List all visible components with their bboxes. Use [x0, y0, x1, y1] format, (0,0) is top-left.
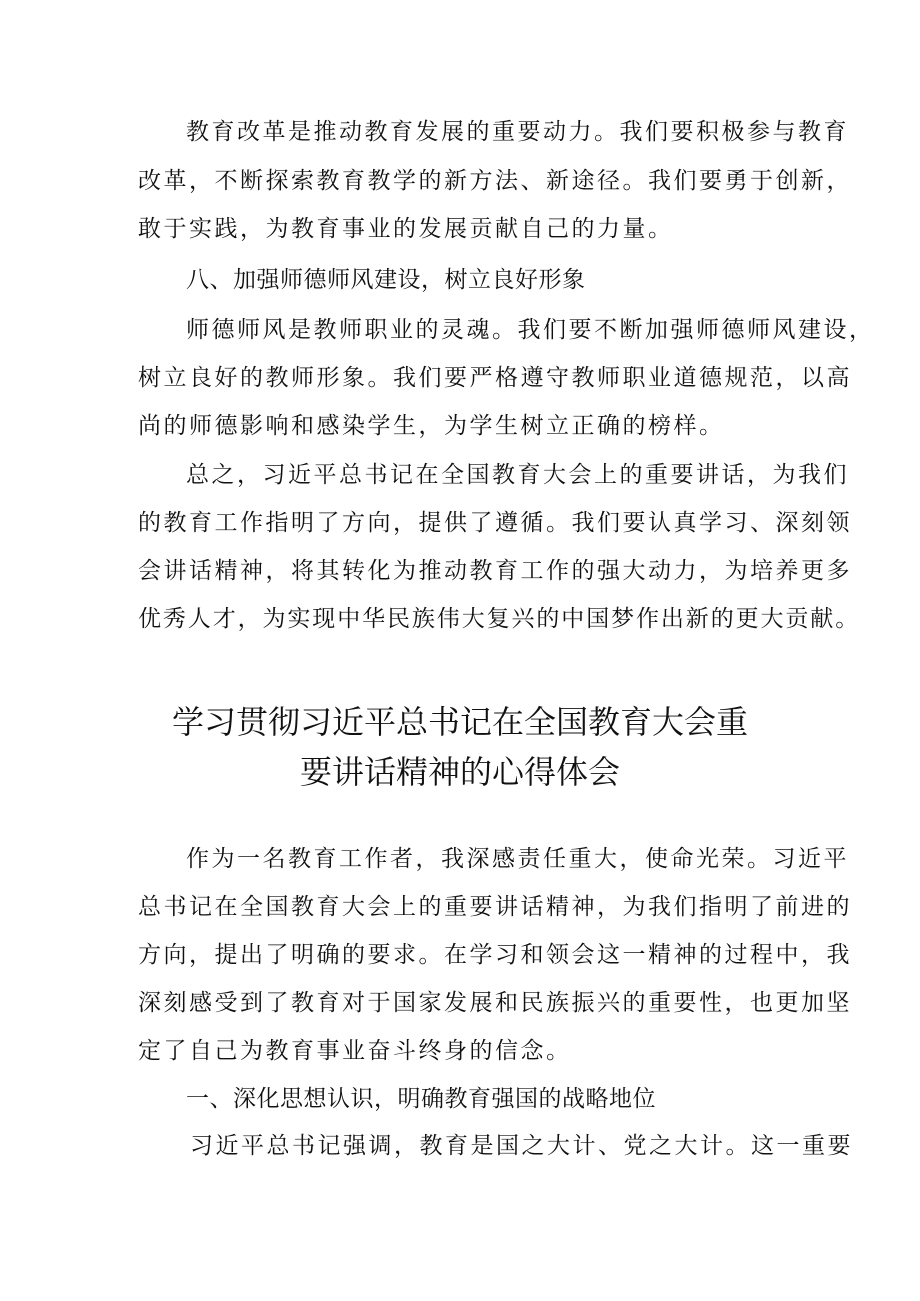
- article-title: 学习贯彻习近平总书记在全国教育大会重: [171, 703, 748, 741]
- paragraph-line: 敢于实践，为教育事业的发展贡献自己的力量。: [138, 216, 674, 242]
- paragraph-line: 树立良好的教师形象。我们要严格遵守教师职业道德规范，以高: [138, 365, 852, 391]
- paragraph-line: 方向，提出了明确的要求。在学习和领会这一精神的过程中，我: [138, 942, 852, 968]
- paragraph-line: 深刻感受到了教育对于国家发展和民族振兴的重要性，也更加坚: [138, 990, 852, 1016]
- article-title: 要讲话精神的心得体会: [299, 753, 620, 791]
- paragraph-line: 的教育工作指明了方向，提供了遵循。我们要认真学习、深刻领: [138, 510, 852, 536]
- paragraph-line: 习近平总书记强调，教育是国之大计、党之大计。这一重要: [190, 1133, 853, 1159]
- paragraph-line: 作为一名教育工作者，我深感责任重大，使命光荣。习近平: [186, 846, 849, 872]
- paragraph-line: 总之，习近平总书记在全国教育大会上的重要讲话，为我们: [186, 462, 849, 488]
- paragraph-line: 师德师风是教师职业的灵魂。我们要不断加强师德师风建设，: [186, 317, 875, 343]
- section-heading: 一、深化思想认识，明确教育强国的战略地位: [186, 1086, 656, 1112]
- paragraph-line: 教育改革是推动教育发展的重要动力。我们要积极参与教育: [186, 119, 849, 145]
- paragraph-line: 定了自己为教育事业奋斗终身的信念。: [138, 1038, 572, 1064]
- paragraph-line: 会讲话精神，将其转化为推动教育工作的强大动力，为培养更多: [138, 558, 852, 584]
- paragraph-line: 尚的师德影响和感染学生，为学生树立正确的榜样。: [138, 413, 725, 439]
- paragraph-line: 优秀人才，为实现中华民族伟大复兴的中国梦作出新的更大贡献。: [138, 606, 861, 632]
- paragraph-line: 改革，不断探索教育教学的新方法、新途径。我们要勇于创新，: [138, 168, 852, 194]
- paragraph-line: 总书记在全国教育大会上的重要讲话精神，为我们指明了前进的: [138, 894, 852, 920]
- section-heading: 八、加强师德师风建设，树立良好形象: [186, 267, 586, 293]
